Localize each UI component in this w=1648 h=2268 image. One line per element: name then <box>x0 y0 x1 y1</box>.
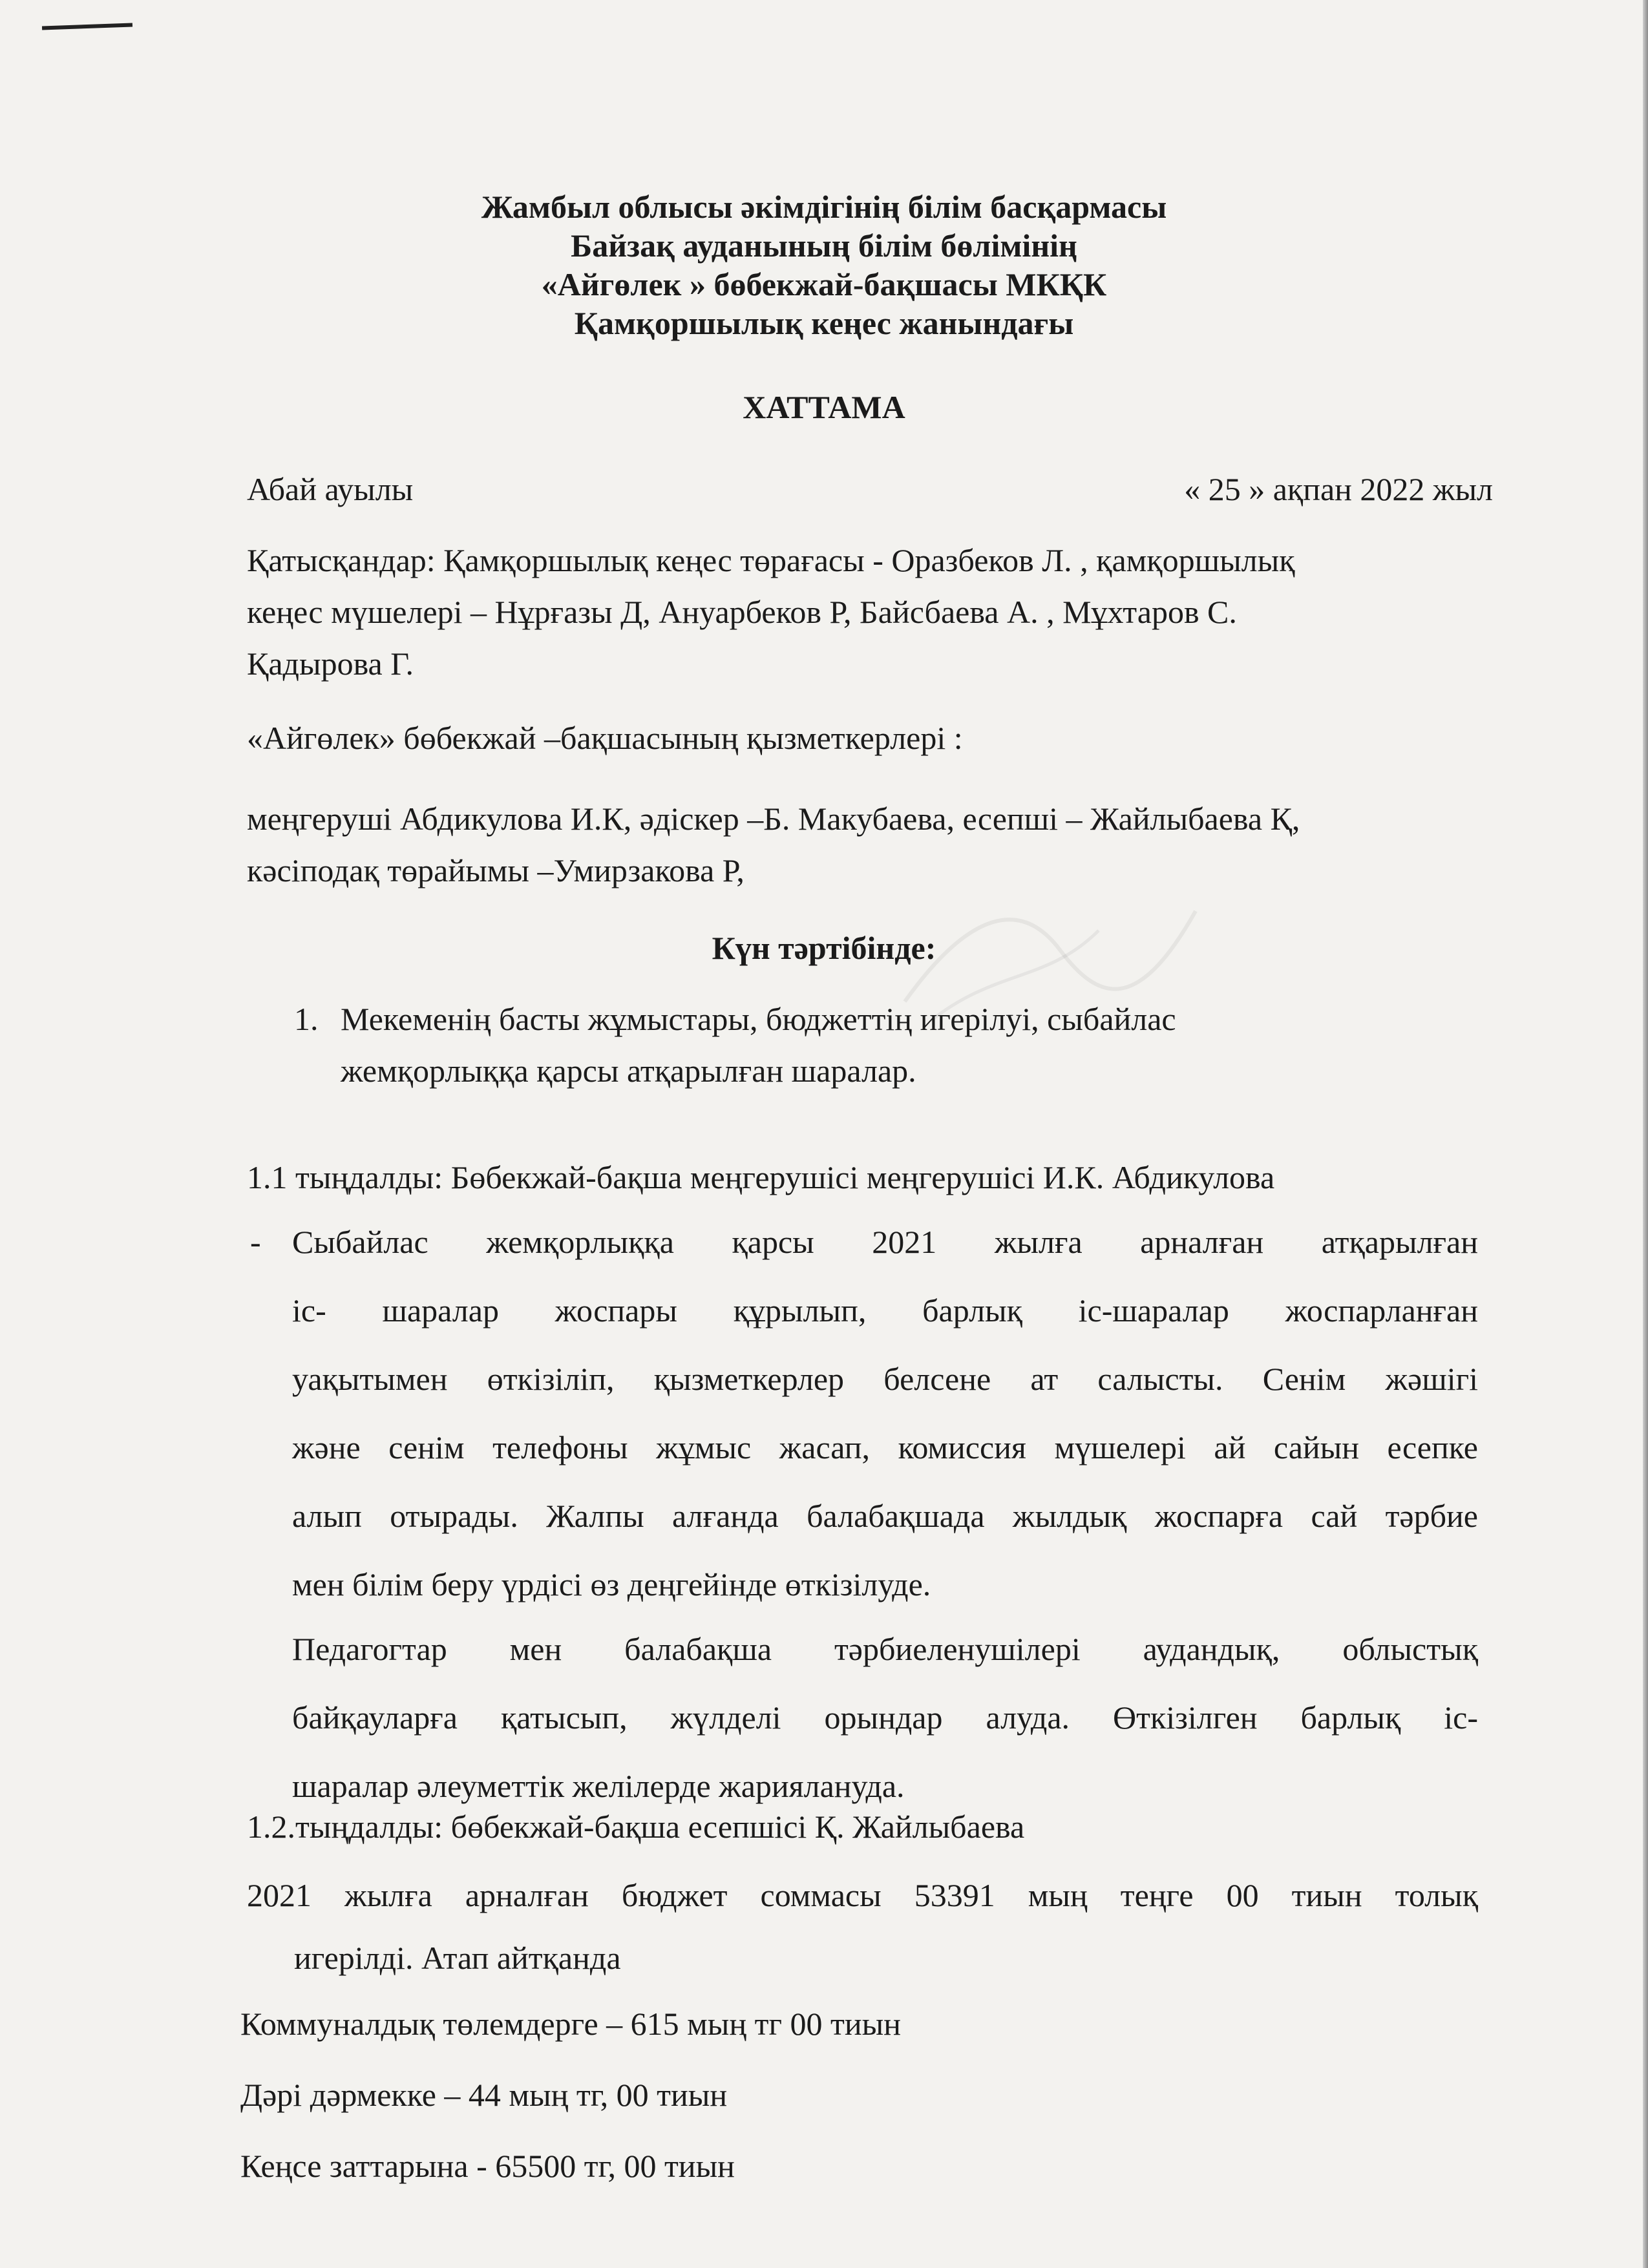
agenda-item-number: 1. <box>294 1001 319 1037</box>
paragraph-line: шаралар әлеуметтік желілерде жариялануда. <box>292 1768 905 1804</box>
participants-line-1: Қатысқандар: Қамқоршылық кеңес төрағасы - Оразбеков Л. , қамқоршылық <box>247 542 1295 578</box>
expense-utilities: Коммуналдық төлемдерге – 615 мың тг 00 тиын <box>240 2006 901 2042</box>
section-1-2-budget <box>247 1861 1478 1929</box>
participants-line-2: кеңес мүшелері – Нұрғазы Д, Ануарбеков Р, Байсбаева А. , Мұхтаров С. <box>247 594 1237 630</box>
section-1-2-heading: 1.2.тыңдалды: бөбекжай-бақша есепшісі Қ. Жайлыбаева <box>247 1809 1025 1845</box>
agenda-heading: Күн тәртібінде: <box>712 930 936 966</box>
expense-office: Кеңсе заттарына - 65500 тг, 00 тиын <box>240 2148 735 2184</box>
document-title: ХАТТАМА <box>743 389 905 425</box>
paragraph-line: және сенім телефоны жұмыс жасап, комиссия мүшелері ай сайын есепке <box>292 1429 1478 1465</box>
header-line-2: Байзақ ауданының білім бөлімінің <box>571 227 1077 264</box>
place: Абай ауылы <box>247 471 414 507</box>
paragraph-line: алып отырады. Жалпы алғанда балабақшада жылдық жоспарға сай тәрбие <box>292 1498 1478 1534</box>
header-line-1: Жамбыл облысы әкімдігінің білім басқармасы <box>481 189 1167 225</box>
date: « 25 » ақпан 2022 жыл <box>1184 471 1493 507</box>
participants-line-3: Қадырова Г. <box>247 646 414 682</box>
header-line-3: «Айгөлек » бөбекжай-бақшасы МКҚК <box>541 266 1107 302</box>
scan-mark <box>42 23 132 30</box>
paragraph-line: іс- шаралар жоспары құрылып, барлық іс-шаралар жоспарланған <box>292 1292 1478 1328</box>
budget-line-2: игерілді. Атап айтқанда <box>294 1940 621 1976</box>
section-1-1-paragraph-1 <box>292 1208 1478 1619</box>
paragraph-line: уақытымен өткізіліп, қызметкерлер белсене ат салысты. Сенім жәшігі <box>292 1361 1478 1397</box>
budget-line: 2021 жылға арналған бюджет соммасы 53391 мың теңге 00 тиын толық <box>247 1877 1478 1913</box>
agenda-item-line-1: Мекеменің басты жұмыстары, бюджеттің игерілуі, сыбайлас <box>341 1001 1176 1037</box>
staff-line-2: кәсіподақ төрайымы –Умирзакова Р, <box>247 852 745 888</box>
staff-heading: «Айгөлек» бөбекжай –бақшасының қызметкерлері : <box>247 720 963 756</box>
paragraph-line: мен білім беру үрдісі өз деңгейінде өткізілуде. <box>292 1566 931 1602</box>
section-1-1-paragraph-2 <box>292 1615 1478 1820</box>
agenda-item-line-2: жемқорлыққа қарсы атқарылған шаралар. <box>341 1053 916 1089</box>
header-line-4: Қамқоршылық кеңес жанындағы <box>574 305 1074 341</box>
paragraph-line: Сыбайлас жемқорлыққа қарсы 2021 жылға арналған атқарылған <box>292 1224 1478 1260</box>
paragraph-line: Педагогтар мен балабақша тәрбиеленушілері аудандық, облыстық <box>292 1631 1478 1667</box>
section-1-1-dash: - <box>250 1224 261 1260</box>
staff-line-1: меңгеруші Абдикулова И.К, әдіскер –Б. Макубаева, есепші – Жайлыбаева Қ, <box>247 801 1300 837</box>
expense-medicine: Дәрі дәрмекке – 44 мың тг, 00 тиын <box>240 2077 728 2113</box>
paragraph-line: байқауларға қатысып, жүлделі орындар алуда. Өткізілген барлық іс- <box>292 1699 1478 1736</box>
section-1-1-heading: 1.1 тыңдалды: Бөбекжай-бақша меңгерушісі меңгерушісі И.К. Абдикулова <box>247 1159 1275 1195</box>
